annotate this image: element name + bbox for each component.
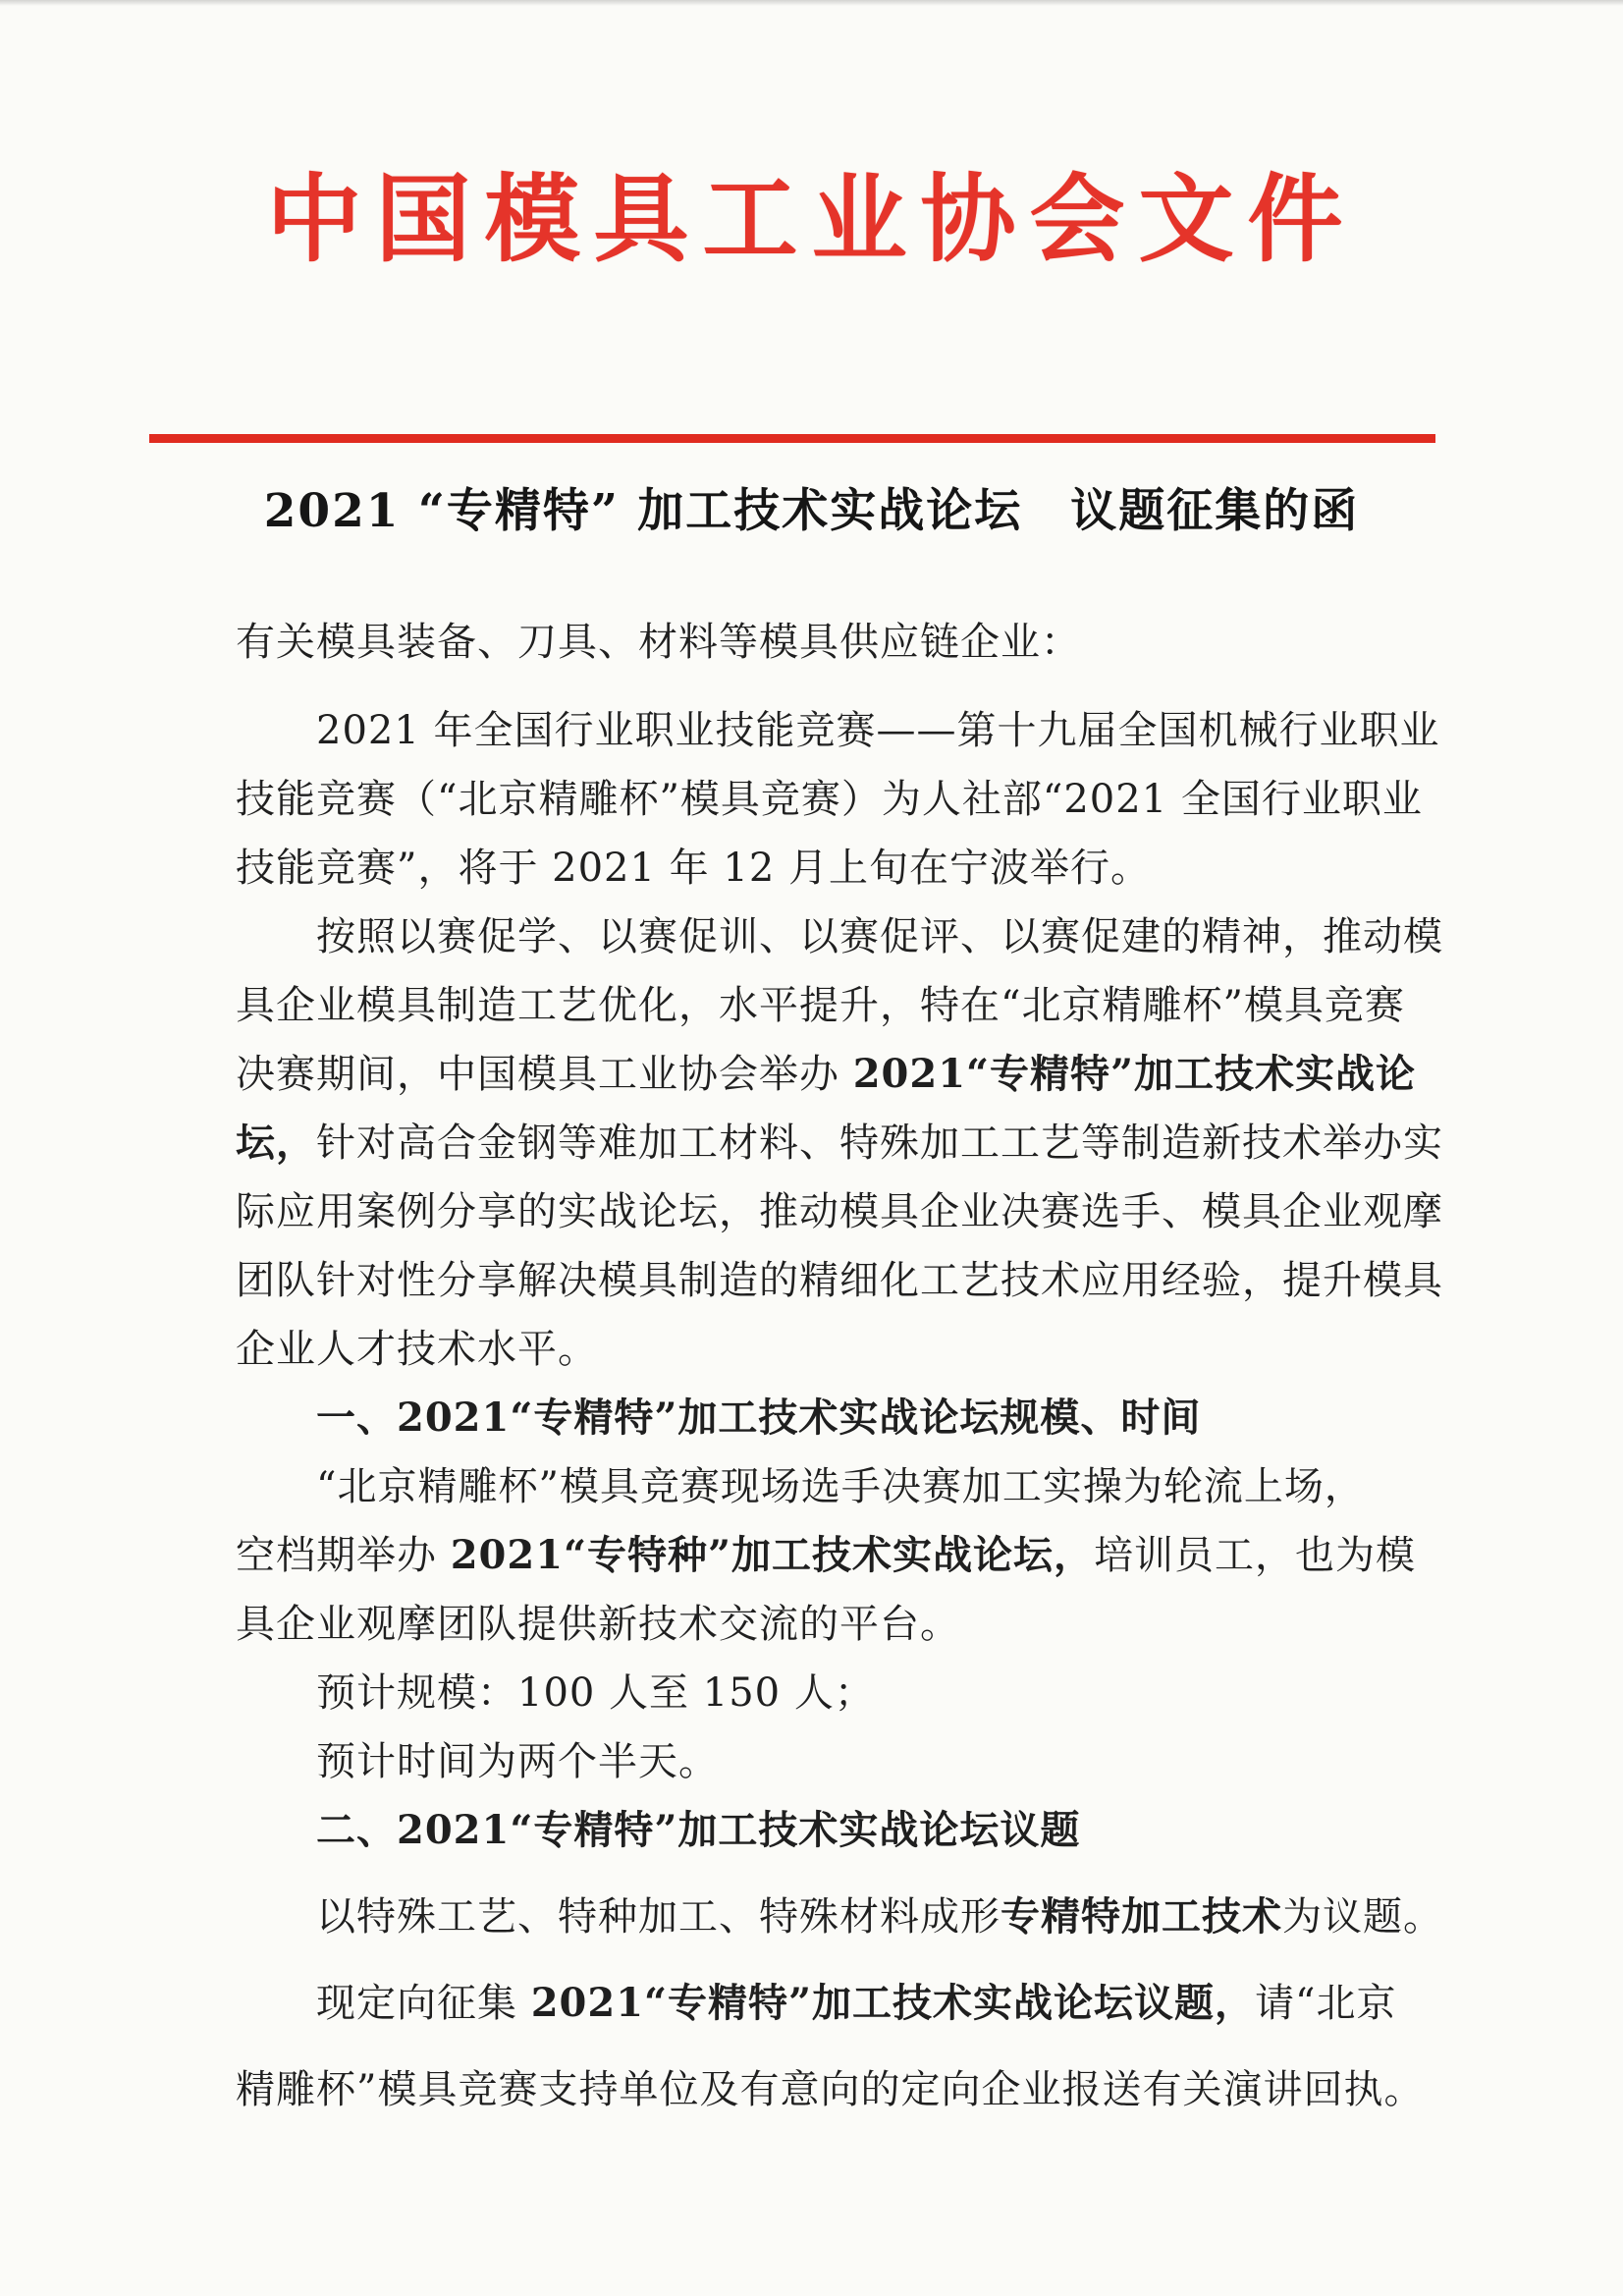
text-segment: 技能竞赛（“北京精雕杯”模具竞赛）为人社部“2021 全国行业职业 bbox=[236, 777, 1423, 822]
body-line bbox=[236, 1659, 1389, 1727]
body-line bbox=[236, 1040, 1417, 1109]
body-line bbox=[236, 1796, 1389, 1865]
text-segment: 预计时间为两个半天。 bbox=[316, 1739, 719, 1784]
text-segment: 培训员工，也为模 bbox=[1094, 1533, 1417, 1578]
body-line bbox=[236, 1883, 1443, 1951]
organization-header-title: 中国模具工业协会文件 bbox=[266, 163, 1357, 275]
bold-text-segment: 2021“专精特”加工技术实战论坛议题， bbox=[530, 1980, 1256, 2026]
bold-text-segment: 2021“专精特”加工技术实战论 bbox=[852, 1051, 1417, 1097]
text-segment: 具企业模具制造工艺优化，水平提升，特在“北京精雕杯”模具竞赛 bbox=[236, 983, 1405, 1028]
text-segment: 具企业观摩团队提供新技术交流的平台。 bbox=[236, 1602, 960, 1647]
text-segment: 决赛期间，中国模具工业协会举办 bbox=[236, 1052, 853, 1097]
text-segment: 2021 年全国行业职业技能竞赛——第十九届全国机械行业职业 bbox=[316, 708, 1440, 753]
body-line bbox=[236, 608, 1389, 677]
body-line bbox=[236, 1452, 1389, 1521]
text-segment: 精雕杯”模具竞赛支持单位及有意向的定向企业报送有关演讲回执。 bbox=[236, 2067, 1425, 2112]
bold-text-segment: 一、2021“专精特”加工技术实战论坛规模、时间 bbox=[316, 1394, 1202, 1441]
text-segment: 技能竞赛”，将于 2021 年 12 月上旬在宁波举行。 bbox=[236, 846, 1152, 891]
text-segment: 为议题。 bbox=[1282, 1894, 1443, 1940]
bold-text-segment: 二、2021“专精特”加工技术实战论坛议题 bbox=[316, 1807, 1081, 1853]
text-segment: 按照以赛促学、以赛促训、以赛促评、以赛促建的精神，推动模 bbox=[316, 914, 1443, 959]
body-line bbox=[236, 696, 1440, 765]
body-line bbox=[236, 1969, 1397, 2038]
text-segment: 现定向征集 bbox=[316, 1981, 531, 2026]
text-segment: 请“北京 bbox=[1255, 1981, 1397, 2026]
body-line bbox=[236, 1590, 1389, 1659]
text-segment: 针对高合金钢等难加工材料、特殊加工工艺等制造新技术举办实 bbox=[316, 1121, 1443, 1166]
text-segment: 有关模具装备、刀具、材料等模具供应链企业： bbox=[236, 620, 1081, 665]
body-line bbox=[236, 1109, 1443, 1177]
bold-text-segment: 2021“专特种”加工技术实战论坛， bbox=[450, 1532, 1095, 1578]
text-segment: 以特殊工艺、特种加工、特殊材料成形 bbox=[316, 1894, 1001, 1940]
bold-text-segment: 坛， bbox=[236, 1120, 316, 1166]
body-line bbox=[236, 1177, 1443, 1246]
text-segment: 团队针对性分享解决模具制造的精细化工艺技术应用经验，提升模具 bbox=[236, 1258, 1443, 1303]
body-line bbox=[236, 1246, 1443, 1315]
red-divider-rule bbox=[149, 434, 1435, 443]
body-line bbox=[236, 1521, 1417, 1590]
body-line bbox=[236, 902, 1443, 971]
body-line bbox=[236, 834, 1389, 902]
text-segment: 企业人才技术水平。 bbox=[236, 1327, 598, 1372]
scan-edge-artifact bbox=[0, 0, 1623, 6]
text-segment: 际应用案例分享的实战论坛，推动模具企业决赛选手、模具企业观摩 bbox=[236, 1189, 1443, 1234]
text-segment: 空档期举办 bbox=[236, 1533, 451, 1578]
text-segment: 预计规模：100 人至 150 人； bbox=[316, 1670, 875, 1716]
body-line bbox=[236, 765, 1423, 834]
document-body bbox=[236, 608, 1443, 2124]
body-line bbox=[236, 1315, 1389, 1384]
body-line bbox=[236, 971, 1405, 1040]
document-title: 2021 “专精特” 加工技术实战论坛 议题征集的函 bbox=[263, 484, 1360, 538]
body-line bbox=[236, 2055, 1425, 2124]
bold-text-segment: 专精特加工技术 bbox=[1001, 1893, 1282, 1940]
body-line bbox=[236, 1727, 1389, 1796]
body-line bbox=[236, 1384, 1389, 1452]
text-segment: “北京精雕杯”模具竞赛现场选手决赛加工实操为轮流上场， bbox=[316, 1464, 1365, 1509]
